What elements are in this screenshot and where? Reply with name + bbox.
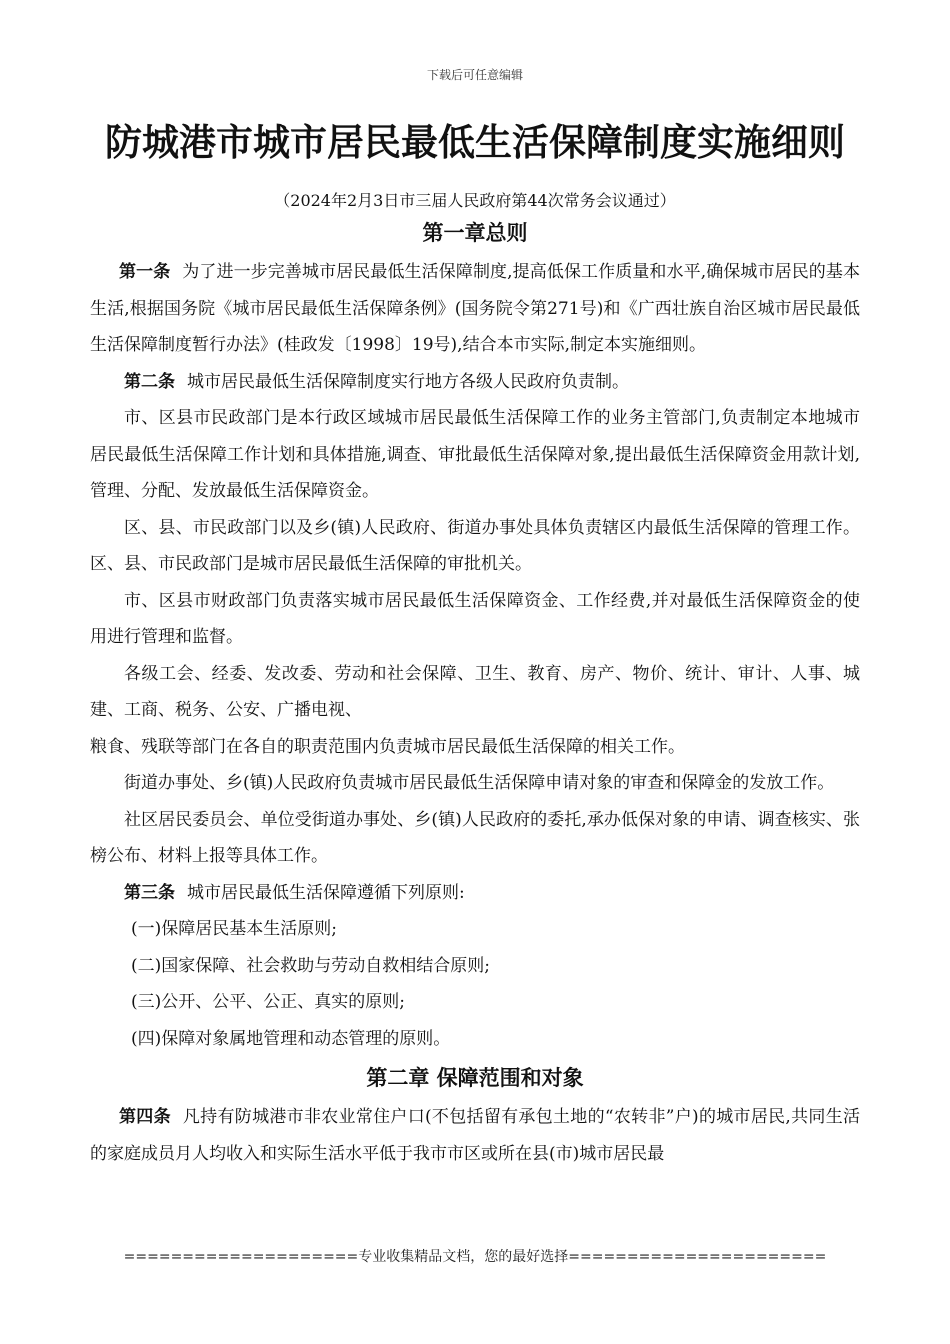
principle-item-1: (一)保障居民基本生活原则; [131,919,337,939]
article-2-paragraph-6: 社区居民委员会、单位受街道办事处、乡(镇)人民政府的委托,承办低保对象的申请、调查核实、张榜公布、材料上报等具体工作。 [90,809,860,866]
article-2-paragraph-3: 市、区县市财政部门负责落实城市居民最低生活保障资金、工作经费,并对最低生活保障资金的使用进行管理和监督。 [90,590,860,647]
article-3-label: 第三条 [124,882,175,903]
article-4-text: 凡持有防城港市非农业常住户口(不包括留有承包土地的“农转非”户)的城市居民,共同生活的家庭成员月人均收入和实际生活水平低于我市市区或所在县(市)城市居民最 [90,1107,860,1164]
chapter-2-heading: 第二章 保障范围和对象 [366,1066,584,1090]
article-2-label: 第二条 [124,371,175,392]
article-2-paragraph-5: 街道办事处、乡(镇)人民政府负责城市居民最低生活保障申请对象的审查和保障金的发放工作。 [124,773,835,793]
article-2-paragraph-2: 区、县、市民政部门以及乡(镇)人民政府、街道办事处具体负责辖区内最低生活保障的管理工作。区、县、市民政部门是城市居民最低生活保障的审批机关。 [90,517,860,574]
article-2-paragraph-4a: 各级工会、经委、发改委、劳动和社会保障、卫生、教育、房产、物价、统计、审计、人事、城建、工商、税务、公安、广播电视、 [90,663,860,720]
document-subtitle: （2024年2月3日市三届人民政府第44次常务会议通过） [274,191,676,210]
chapter-1-heading: 第一章总则 [422,221,528,245]
article-2-text: 城市居民最低生活保障制度实行地方各级人民政府负责制。 [187,371,629,392]
principle-item-3: (三)公开、公平、公正、真实的原则; [131,992,405,1012]
article-1 [90,254,860,364]
article-4 [90,1099,860,1172]
principle-item-4: (四)保障对象属地管理和动态管理的原则。 [131,1028,451,1049]
principle-item-2: (二)国家保障、社会救助与劳动自救相结合原则; [131,955,490,976]
article-2-paragraph-1: 市、区县市民政部门是本行政区域城市居民最低生活保障工作的业务主管部门,负责制定本地城市居民最低生活保障工作计划和具体措施,调查、审批最低生活保障对象,提出最低生活保障资金用款计划,管理、分配、发放最低生活保障资金。 [90,408,860,501]
article-1-text: 为了进一步完善城市居民最低生活保障制度,提高低保工作质量和水平,确保城市居民的基本生活,根据国务院《城市居民最低生活保障条例》(国务院令第271号)和《广西壮族自治区城市居民最低生活保障制度暂行办法》(桂政发〔1998〕19号),结合本市实际,制定本实施细则。 [90,262,860,355]
header-note: 下载后可任意编辑 [426,68,523,82]
article-1-label: 第一条 [119,262,171,282]
article-3 [90,875,860,912]
article-4-label: 第四条 [119,1107,171,1127]
document-body [90,212,860,1172]
document-title: 防城港市城市居民最低生活保障制度实施细则 [105,121,845,164]
article-2-paragraph-4b: 粮食、残联等部门在各自的职责范围内负责城市居民最低生活保障的相关工作。 [90,736,685,757]
article-2 [90,364,860,401]
footer-banner: ====================专业收集精品文档，您的最好选择====================== [123,1249,827,1265]
article-3-text: 城市居民最低生活保障遵循下列原则: [187,882,465,903]
